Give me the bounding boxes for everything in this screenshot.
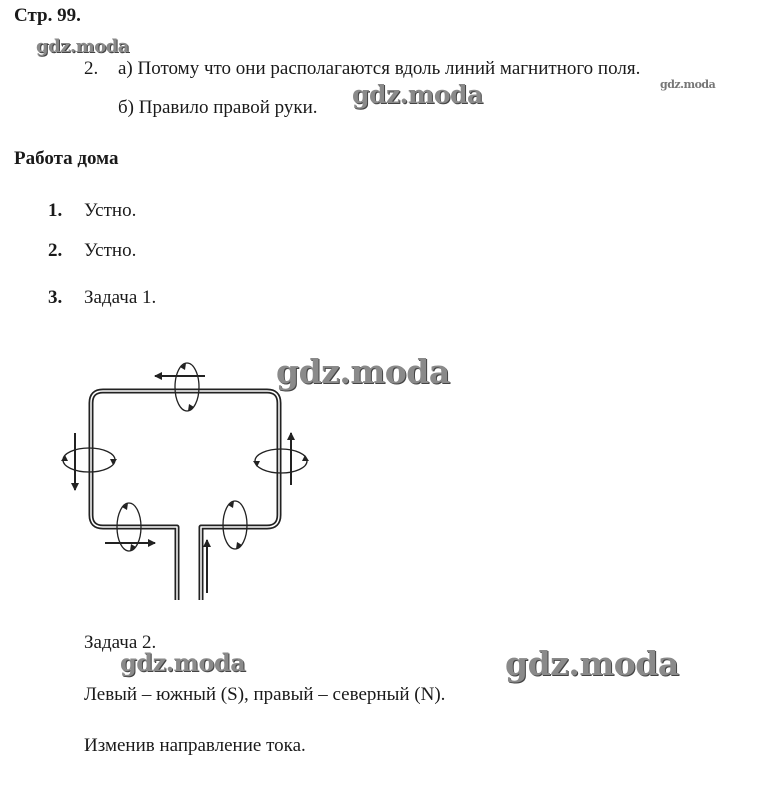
task2-line2: Изменив направление тока.: [84, 735, 306, 756]
answer-b: б) Правило правой руки.: [118, 97, 318, 118]
watermark: gdz.moda: [505, 644, 679, 683]
field-loop: [175, 363, 199, 411]
answer-a: а) Потому что они располагаются вдоль линий магнитного поля.: [118, 58, 641, 79]
watermark: gdz.moda: [276, 352, 450, 391]
list-item-number: 2.: [48, 240, 63, 261]
list-item-number: 1.: [48, 200, 63, 221]
list-item-text: Устно.: [84, 200, 137, 221]
list-item-text: Задача 1.: [84, 287, 157, 308]
list-item-text: Устно.: [84, 240, 137, 261]
watermark: gdz.moda: [352, 80, 483, 109]
list-item-number: 3.: [48, 287, 63, 308]
watermark: gdz.moda: [660, 78, 716, 91]
page-header: Стр. 99.: [14, 5, 81, 26]
conductor-field-diagram: [55, 355, 325, 605]
watermark: gdz.moda: [36, 36, 129, 57]
conductor-frame: [91, 391, 279, 600]
task2-label: Задача 2.: [84, 632, 157, 653]
section-heading: Работа дома: [14, 148, 119, 169]
watermark: gdz.moda: [120, 648, 246, 677]
task2-line1: Левый – южный (S), правый – северный (N).: [84, 684, 446, 705]
question-number: 2.: [84, 58, 99, 79]
